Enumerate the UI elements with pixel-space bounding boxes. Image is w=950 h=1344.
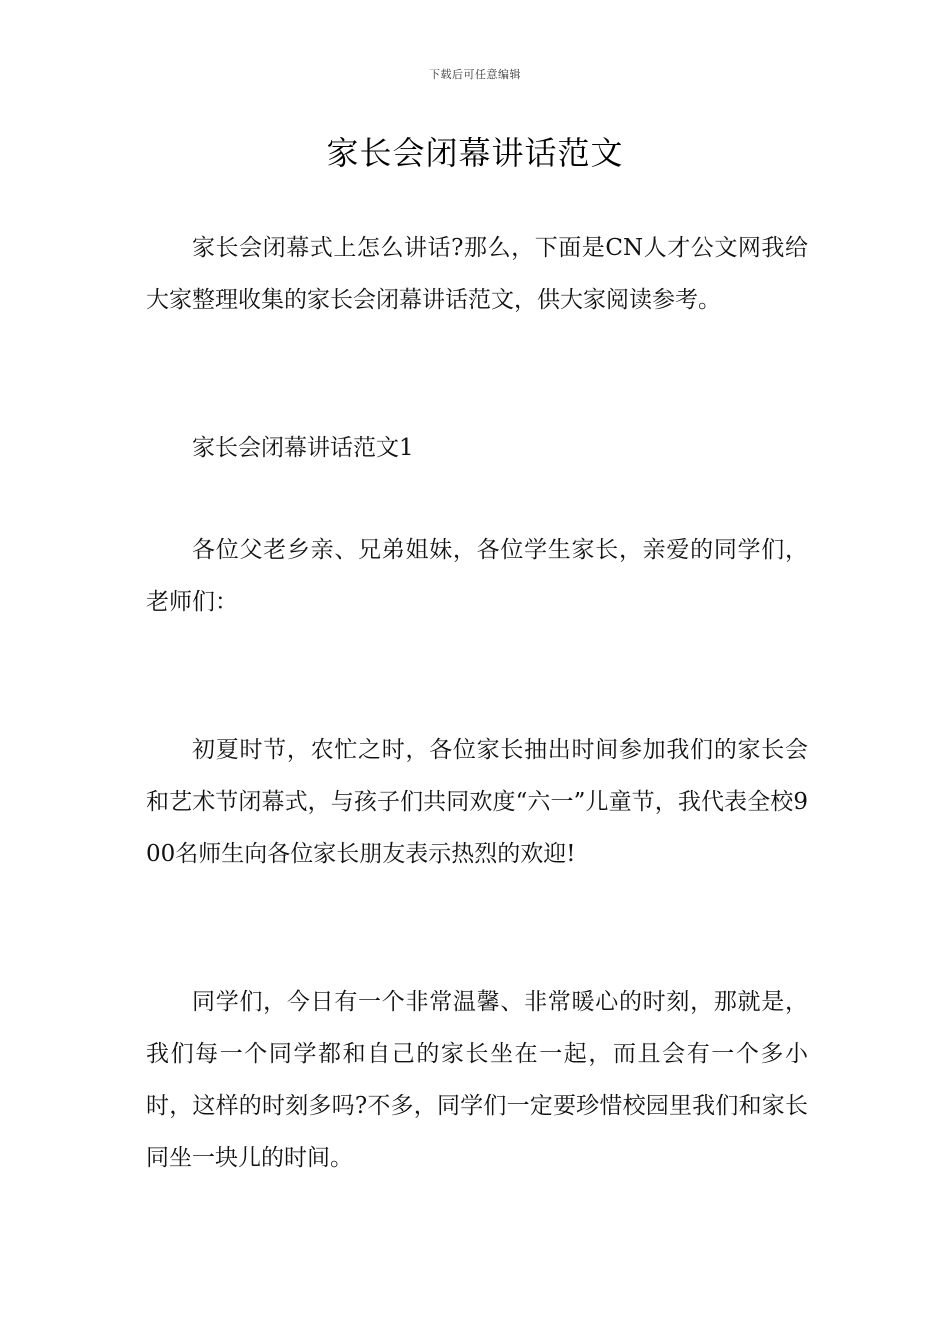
salutation-paragraph: 各位父老乡亲、兄弟姐妹，各位学生家长，亲爱的同学们，老师们： (146, 537, 808, 615)
intro-paragraph: 家长会闭幕式上怎么讲话?那么，下面是CN人才公文网我给大家整理收集的家长会闭幕讲话范文，供大家阅读参考。 (146, 235, 808, 313)
document-title: 家长会闭幕讲话范文 (326, 134, 624, 172)
body-paragraph-1: 初夏时节，农忙之时，各位家长抽出时间参加我们的家长会和艺术节闭幕式，与孩子们共同欢度“六一”儿童节，我代表全校900名师生向各位家长朋友表示热烈的欢迎! (146, 737, 808, 867)
section-heading: 家长会闭幕讲话范文1 (192, 435, 414, 461)
page-header-note: 下载后可任意编辑 (429, 68, 521, 81)
document-body (146, 222, 808, 1184)
body-paragraph-2: 同学们，今日有一个非常温馨、非常暖心的时刻，那就是，我们每一个同学都和自己的家长坐在一起，而且会有一个多小时，这样的时刻多吗?不多，同学们一定要珍惜校园里我们和家长同坐一块儿的时间。 (146, 989, 808, 1171)
